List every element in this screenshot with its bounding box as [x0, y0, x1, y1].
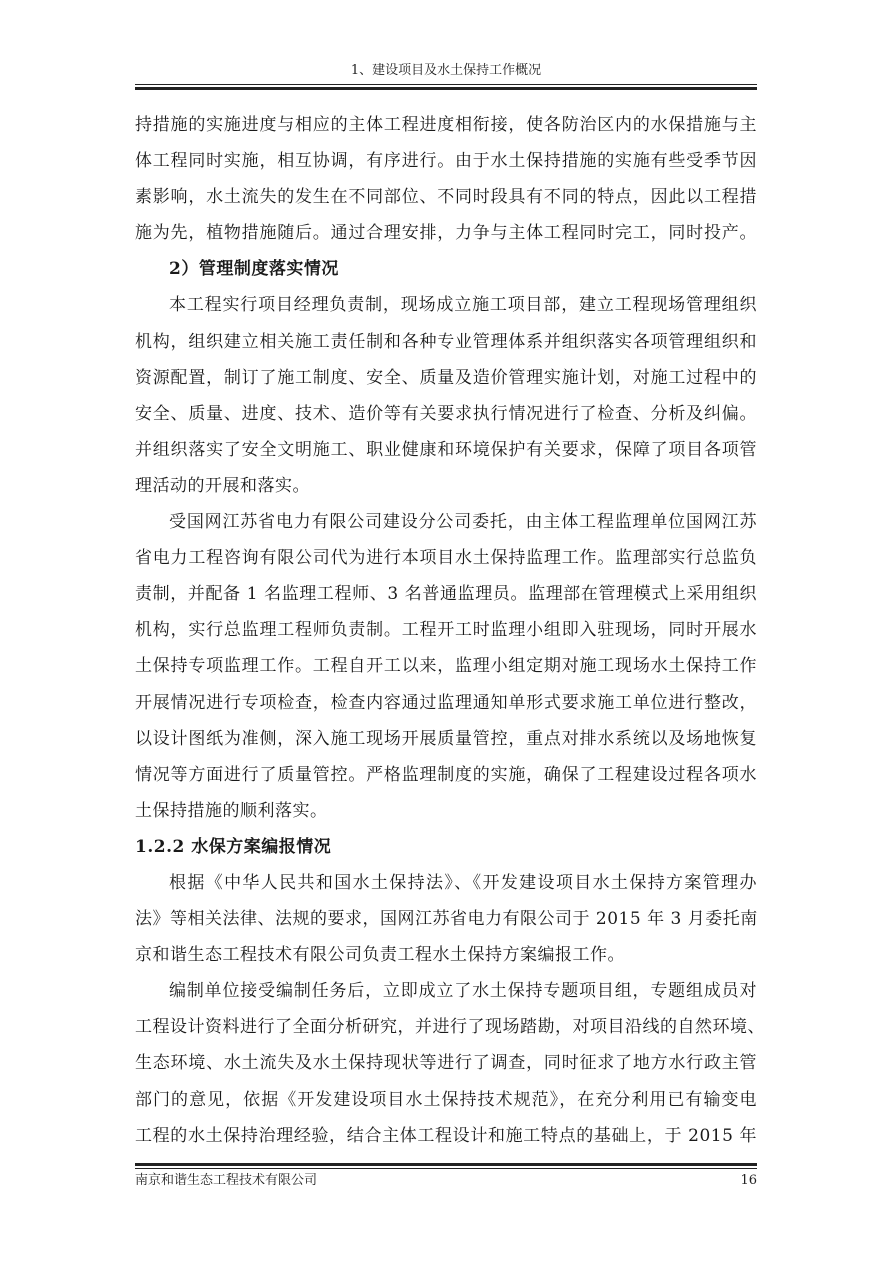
- body-line: 土保持专项监理工作。工程自开工以来，监理小组定期对施工现场水土保持工作: [135, 656, 757, 677]
- body-line: 以设计图纸为准侧，深入施工现场开展质量管控，重点对排水系统以及场地恢复: [135, 728, 757, 749]
- body-line: 施为先，植物措施随后。通过合理安排，力争与主体工程同时完工，同时投产。: [135, 223, 757, 244]
- body-line: 素影响，水土流失的发生在不同部位、不同时段具有不同的特点，因此以工程措: [135, 187, 757, 208]
- page-header: 1、建设项目及水土保持工作概况: [350, 63, 542, 78]
- body-line: 受国网江苏省电力有限公司建设分公司委托，由主体工程监理单位国网江苏: [169, 512, 757, 533]
- body-line: 并组织落实了安全文明施工、职业健康和环境保护有关要求，保障了项目各项管: [135, 439, 757, 460]
- body-line: 理活动的开展和落实。: [135, 475, 310, 496]
- footer-rule-thick: [135, 1163, 757, 1166]
- header-rule-thick: [135, 87, 757, 90]
- body-line: 机构，组织建立相关施工责任制和各种专业管理体系并组织落实各项管理组织和: [135, 331, 757, 352]
- footer-company: 南京和谐生态工程技术有限公司: [135, 1173, 318, 1188]
- header-rule: [135, 84, 757, 85]
- body-line: 工程的水土保持治理经验，结合主体工程设计和施工特点的基础上，于 2015 年: [135, 1125, 757, 1146]
- section-heading: 2）管理制度落实情况: [169, 259, 339, 280]
- body-line: 体工程同时实施，相互协调，有序进行。由于水土保持措施的实施有些受季节因: [135, 151, 757, 172]
- body-line: 土保持措施的顺利落实。: [135, 800, 328, 821]
- page-number: 16: [740, 1173, 757, 1188]
- body-line: 根据《中华人民共和国水土保持法》、《开发建设项目水土保持方案管理办: [169, 872, 757, 893]
- body-line: 本工程实行项目经理负责制，现场成立施工项目部，建立工程现场管理组织: [169, 295, 757, 316]
- footer-rule: [135, 1168, 757, 1169]
- body-line: 生态环境、水土流失及水土保持现状等进行了调查，同时征求了地方水行政主管: [135, 1053, 757, 1074]
- body-line: 编制单位接受编制任务后，立即成立了水土保持专题项目组，专题组成员对: [169, 981, 757, 1002]
- section-heading: 1.2.2 水保方案编报情况: [135, 836, 332, 857]
- body-line: 安全、质量、进度、技术、造价等有关要求执行情况进行了检查、分析及纠偏。: [135, 403, 757, 424]
- body-line: 部门的意见，依据《开发建设项目水土保持技术规范》，在充分利用已有输变电: [135, 1089, 757, 1110]
- body-line: 资源配置，制订了施工制度、安全、质量及造价管理实施计划，对施工过程中的: [135, 367, 757, 388]
- body-line: 法》等相关法律、法规的要求，国网江苏省电力有限公司于 2015 年 3 月委托南: [135, 909, 758, 930]
- body-line: 工程设计资料进行了全面分析研究，并进行了现场踏勘，对项目沿线的自然环境、: [135, 1017, 765, 1038]
- body-line: 持措施的实施进度与相应的主体工程进度相衔接，使各防治区内的水保措施与主: [135, 115, 757, 135]
- body-line: 省电力工程咨询有限公司代为进行本项目水土保持监理工作。监理部实行总监负: [135, 548, 757, 569]
- document-body: [135, 107, 765, 1154]
- body-line: 责制，并配备 1 名监理工程师、3 名普通监理员。监理部在管理模式上采用组织: [135, 584, 757, 605]
- body-line: 京和谐生态工程技术有限公司负责工程水土保持方案编报工作。: [135, 945, 625, 966]
- body-line: 开展情况进行专项检查，检查内容通过监理通知单形式要求施工单位进行整改，: [135, 692, 757, 713]
- body-line: 情况等方面进行了质量管控。严格监理制度的实施，确保了工程建设过程各项水: [135, 764, 757, 785]
- body-line: 机构，实行总监理工程师负责制。工程开工时监理小组即入驻现场，同时开展水: [135, 620, 757, 641]
